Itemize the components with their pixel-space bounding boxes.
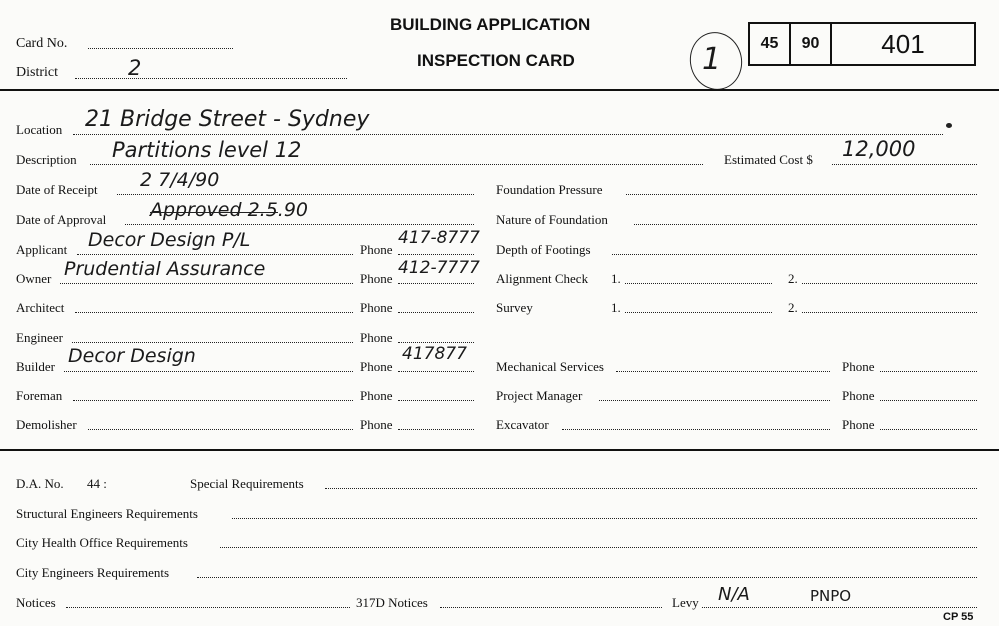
survey-label: Survey xyxy=(496,300,533,315)
notices-317d-label: 317D Notices xyxy=(356,595,428,610)
owner-phone-field[interactable] xyxy=(398,283,474,284)
owner-phone-label: Phone xyxy=(360,271,393,286)
number-box-2 xyxy=(789,22,832,66)
number-box-1 xyxy=(748,22,791,66)
city-eng-field[interactable] xyxy=(197,577,977,578)
special-req-field[interactable] xyxy=(325,488,977,489)
estimated-cost-label: Estimated Cost $ xyxy=(724,152,813,167)
foreman-phone-field[interactable] xyxy=(398,400,474,401)
builder-phone-value: 417877 xyxy=(402,344,467,364)
builder-value: Decor Design xyxy=(68,345,196,367)
card-no-field[interactable] xyxy=(88,48,233,49)
form-title-line2: INSPECTION CARD xyxy=(417,51,575,70)
number-box-3-value: 401 xyxy=(881,28,925,59)
date-receipt-field[interactable] xyxy=(117,194,474,195)
excavator-phone-field[interactable] xyxy=(880,429,977,430)
excavator-label: Excavator xyxy=(496,417,549,432)
alignment-check-two-label: 2. xyxy=(788,271,798,286)
excavator-field[interactable] xyxy=(562,429,830,430)
special-req-label: Special Requirements xyxy=(190,476,304,491)
description-label: Description xyxy=(16,152,77,167)
levy-field[interactable] xyxy=(702,607,977,608)
district-value: 2 xyxy=(128,56,142,80)
notices-field[interactable] xyxy=(66,607,350,608)
project-manager-phone-label: Phone xyxy=(842,388,875,403)
architect-field[interactable] xyxy=(75,312,353,313)
notices-label: Notices xyxy=(16,595,56,610)
alignment-check-one-field[interactable] xyxy=(625,283,772,284)
project-manager-field[interactable] xyxy=(599,400,830,401)
date-receipt-value: 2 7/4/90 xyxy=(140,169,220,191)
builder-label: Builder xyxy=(16,359,55,374)
applicant-label: Applicant xyxy=(16,242,68,257)
ink-dot xyxy=(946,123,952,128)
structural-field[interactable] xyxy=(232,518,977,519)
depth-footings-field[interactable] xyxy=(612,254,977,255)
estimated-cost-field[interactable] xyxy=(832,164,977,165)
date-approval-field[interactable] xyxy=(125,224,474,225)
health-field[interactable] xyxy=(220,547,977,548)
demolisher-field[interactable] xyxy=(88,429,353,430)
applicant-value: Decor Design P/L xyxy=(88,229,251,251)
structural-label: Structural Engineers Requirements xyxy=(16,506,198,521)
foundation-pressure-label: Foundation Pressure xyxy=(496,182,603,197)
strikethrough-line xyxy=(150,212,278,213)
header-divider xyxy=(0,89,999,91)
foreman-field[interactable] xyxy=(73,400,353,401)
circled-number: 1 xyxy=(702,42,722,77)
architect-phone-label: Phone xyxy=(360,300,393,315)
survey-one-label: 1. xyxy=(611,300,621,315)
description-field[interactable] xyxy=(90,164,703,165)
survey-one-field[interactable] xyxy=(625,312,772,313)
mechanical-label: Mechanical Services xyxy=(496,359,604,374)
form-code: CP 55 xyxy=(943,611,974,623)
da-no-label: D.A. No. xyxy=(16,476,64,491)
engineer-phone-label: Phone xyxy=(360,330,393,345)
owner-field[interactable] xyxy=(60,283,353,284)
nature-foundation-field[interactable] xyxy=(634,224,977,225)
engineer-field[interactable] xyxy=(72,342,353,343)
estimated-cost-value: 12,000 xyxy=(842,137,916,161)
levy-label: Levy xyxy=(672,595,699,610)
project-manager-label: Project Manager xyxy=(496,388,583,403)
excavator-phone-label: Phone xyxy=(842,417,875,432)
form-title-line1: BUILDING APPLICATION xyxy=(390,15,591,34)
city-eng-label: City Engineers Requirements xyxy=(16,565,170,580)
number-box-1-value: 45 xyxy=(760,35,779,52)
architect-phone-field[interactable] xyxy=(398,312,474,313)
architect-label: Architect xyxy=(16,300,65,315)
number-box-2-value: 90 xyxy=(801,35,820,52)
engineer-phone-field[interactable] xyxy=(398,342,474,343)
demolisher-label: Demolisher xyxy=(16,417,77,432)
mechanical-phone-label: Phone xyxy=(842,359,875,374)
owner-phone-value: 412-7777 xyxy=(398,258,480,278)
number-box-3 xyxy=(830,22,976,66)
location-field[interactable] xyxy=(73,134,943,135)
foreman-label: Foreman xyxy=(16,388,63,403)
owner-value: Prudential Assurance xyxy=(64,258,266,280)
applicant-phone-label: Phone xyxy=(360,242,393,257)
notices-317d-field[interactable] xyxy=(440,607,662,608)
demolisher-phone-label: Phone xyxy=(360,417,393,432)
location-value: 21 Bridge Street - Sydney xyxy=(85,107,370,132)
alignment-check-label: Alignment Check xyxy=(496,271,589,286)
card-no-label: Card No. xyxy=(16,36,68,51)
alignment-check-two-field[interactable] xyxy=(802,283,977,284)
alignment-check-one-label: 1. xyxy=(611,271,621,286)
project-manager-phone-field[interactable] xyxy=(880,400,977,401)
foreman-phone-label: Phone xyxy=(360,388,393,403)
date-approval-label: Date of Approval xyxy=(16,212,107,227)
district-field[interactable] xyxy=(75,78,347,79)
builder-phone-label: Phone xyxy=(360,359,393,374)
mechanical-field[interactable] xyxy=(616,371,830,372)
district-label: District xyxy=(16,65,58,80)
mechanical-phone-field[interactable] xyxy=(880,371,977,372)
depth-footings-label: Depth of Footings xyxy=(496,242,591,257)
pnpo-value: PNPO xyxy=(810,587,852,605)
owner-label: Owner xyxy=(16,271,52,286)
date-receipt-label: Date of Receipt xyxy=(16,182,98,197)
date-approval-value: Approved 2.5.90 xyxy=(150,199,309,221)
foundation-pressure-field[interactable] xyxy=(626,194,977,195)
applicant-field[interactable] xyxy=(77,254,353,255)
builder-phone-field[interactable] xyxy=(398,371,474,372)
engineer-label: Engineer xyxy=(16,330,63,345)
builder-field[interactable] xyxy=(64,371,353,372)
survey-two-label: 2. xyxy=(788,300,798,315)
demolisher-phone-field[interactable] xyxy=(398,429,474,430)
survey-two-field[interactable] xyxy=(802,312,977,313)
main-divider xyxy=(0,449,999,451)
da-no-value: 44 : xyxy=(87,476,107,491)
applicant-phone-field[interactable] xyxy=(398,254,474,255)
levy-value: N/A xyxy=(718,584,750,605)
nature-foundation-label: Nature of Foundation xyxy=(496,212,608,227)
health-label: City Health Office Requirements xyxy=(16,535,188,550)
applicant-phone-value: 417-8777 xyxy=(398,228,480,248)
description-value: Partitions level 12 xyxy=(112,138,302,162)
location-label: Location xyxy=(16,122,63,137)
